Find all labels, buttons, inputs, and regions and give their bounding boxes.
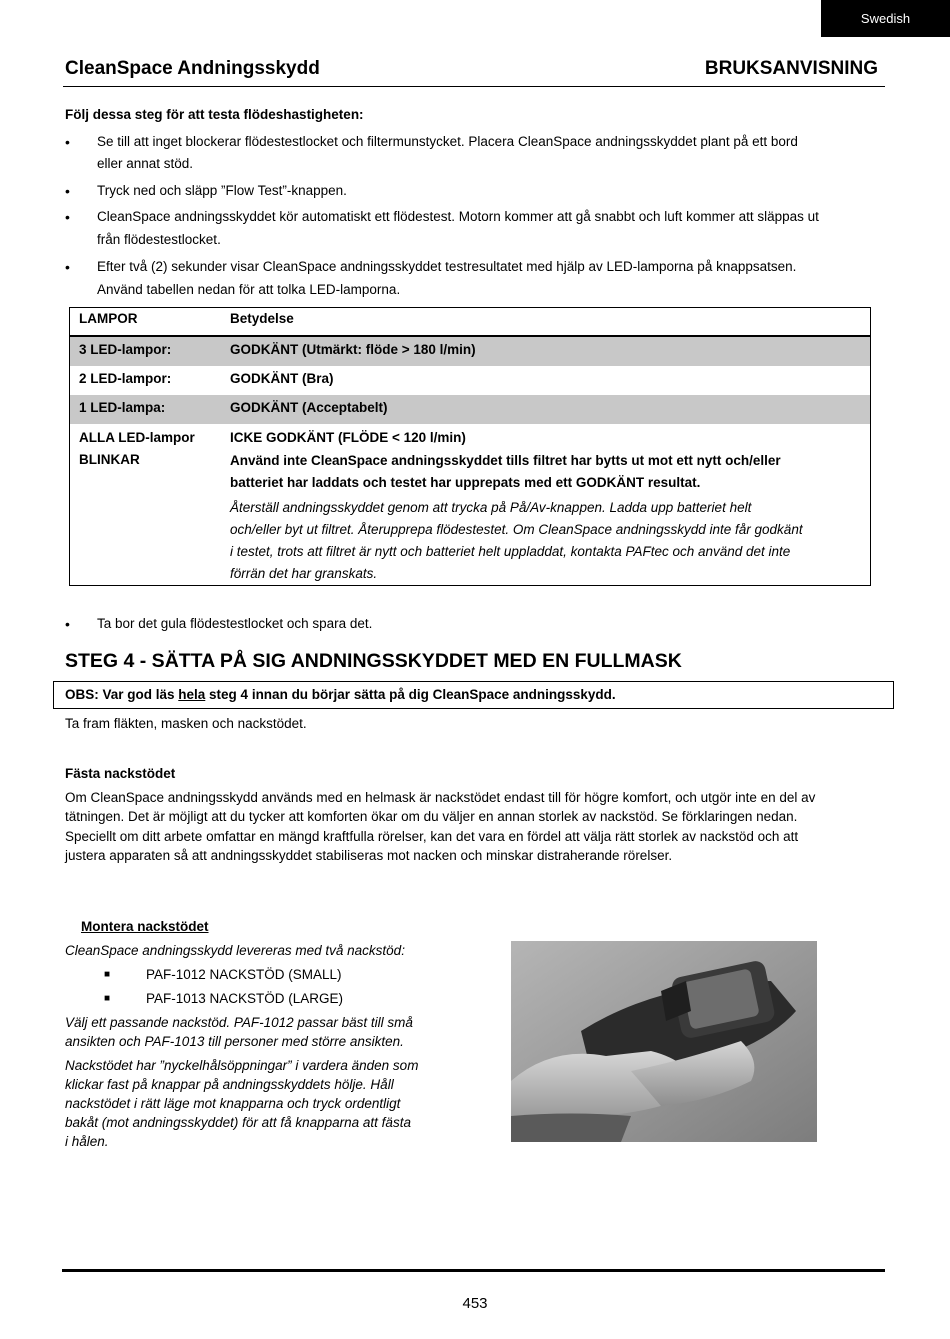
keyhole-line-4: bakåt (mot andningsskyddet) för att få knapparna att fästa (65, 1115, 411, 1130)
neck-line-4: justera apparaten så att andningsskyddet stabiliseras mot nacken och minskar distraherande rörelser. (65, 848, 673, 863)
step-2-line-1: Tryck ned och släpp ”Flow Test”-knappen. (97, 183, 347, 198)
mount-heading: Montera nackstödet (81, 919, 209, 934)
neck-line-3: Speciellt om ditt arbete omfattar en mängd kraftfulla rörelser, kan det vara en fördel att välja rätt storlek av nackstöd och att (65, 829, 799, 844)
fail-italic-line-4: förrän det har granskats. (230, 566, 378, 581)
fail-italic-line-1: Återställ andningsskyddet genom att trycka på På/Av-knappen. Ladda upp batteriet helt (230, 500, 752, 515)
table-row (69, 395, 871, 424)
led-table (69, 307, 871, 585)
table-header-row (69, 307, 871, 336)
remove-cap-text: Ta bor det gula flödestestlocket och spara det. (97, 616, 373, 631)
step-4-line-2: Använd tabellen nedan för att tolka LED-lamporna. (97, 282, 401, 297)
fail-bold-line-2: batteriet har laddats och testet har upprepats med ett GODKÄNT resultat. (230, 475, 701, 490)
choose-line-2: ansikten och PAF-1013 till personer med större ansikten. (65, 1034, 404, 1049)
step-1-line-2: eller annat stöd. (97, 156, 194, 171)
table-cell-meaning: GODKÄNT (Utmärkt: flöde > 180 l/min) (220, 336, 871, 366)
intro-text: Följ dessa steg för att testa flödeshastigheten: (65, 107, 364, 122)
neck-line-2: tätningen. Det är möjligt att du tycker att komforten ökar om du väljer en annan storlek av nackstöd. Se förklaringen nedan. (65, 809, 798, 824)
choose-line-1: Välj ett passande nackstöd. PAF-1012 passar bäst till små (65, 1015, 413, 1030)
table-row (69, 336, 871, 366)
bullet: • (65, 183, 70, 199)
header-doc-type: BRUKSANVISNING (704, 58, 878, 79)
language-tab: Swedish (821, 0, 950, 37)
table-cell-meaning (220, 424, 871, 585)
table-cell-lamps: 3 LED-lampor: (69, 336, 220, 366)
step-4-line-1: Efter två (2) sekunder visar CleanSpace andningsskyddet testresultatet med hjälp av LED-lamporna på knappsatsen. (97, 259, 797, 274)
header-rule (63, 86, 885, 87)
neck-item-large: PAF-1013 NACKSTÖD (LARGE) (146, 991, 344, 1006)
bullet: • (65, 259, 70, 275)
neck-line-1: Om CleanSpace andningsskydd används med en helmask är nackstödet endast till för högre komfort, och utgör inte en del av (65, 790, 816, 805)
keyhole-line-1: Nackstödet har ”nyckelhålsöppningar” i vardera änden som (65, 1058, 419, 1073)
neck-item-small: PAF-1012 NACKSTÖD (SMALL) (146, 967, 342, 982)
obs-text-pre: OBS: Var god läs (65, 687, 179, 702)
header-title: CleanSpace Andningsskydd (65, 58, 320, 79)
table-cell-meaning: GODKÄNT (Acceptabelt) (220, 395, 871, 424)
keyhole-line-3: nackstödet i rätt läge mot knapparna och tryck ordentligt (65, 1096, 401, 1111)
list-square-bullet: ■ (104, 993, 111, 1004)
step-3-line-2: från flödestestlocket. (97, 232, 221, 247)
table-cell-lamps: 1 LED-lampa: (69, 395, 220, 424)
table-row (69, 366, 871, 395)
take-out-text: Ta fram fläkten, masken och nackstödet. (65, 716, 307, 731)
list-square-bullet: ■ (104, 969, 111, 980)
step-3-line-1: CleanSpace andningsskyddet kör automatiskt ett flödestest. Motorn kommer att gå snabbt och luft kommer att släppas ut (97, 209, 819, 224)
table-cell-meaning: GODKÄNT (Bra) (230, 371, 334, 386)
respirator-photo (511, 941, 817, 1142)
bullet: • (65, 616, 70, 632)
bullet: • (65, 209, 70, 225)
bullet: • (65, 134, 70, 150)
photo-illustration (511, 941, 817, 1142)
fail-italic-line-2: och/eller byt ut filtret. Återupprepa flödestestet. Om CleanSpace andningsskydd inte får godkänt (230, 522, 803, 537)
obs-text-post: steg 4 innan du börjar sätta på dig CleanSpace andningsskydd. (205, 687, 616, 702)
table-row-fail (69, 424, 871, 585)
mount-delivered: CleanSpace andningsskydd levereras med två nackstöd: (65, 943, 405, 958)
page-number: 453 (462, 1295, 488, 1312)
keyhole-line-2: klickar fast på knappar på andningsskyddets hölje. Håll (65, 1077, 394, 1092)
table-header-lamps: LAMPOR (69, 307, 220, 336)
step-1-line-1: Se till att inget blockerar flödestestlocket och filtermunstycket. Placera CleanSpace andningsskyddet plant på ett bord (97, 134, 798, 149)
section-heading: STEG 4 - SÄTTA PÅ SIG ANDNINGSSKYDDET MED EN FULLMASK (65, 650, 682, 672)
obs-text-emphasis: hela (178, 687, 206, 702)
fail-lamps-line-2: BLINKAR (79, 452, 140, 467)
fail-title: ICKE GODKÄNT (FLÖDE < 120 l/min) (230, 430, 466, 445)
table-cell-lamps (69, 424, 220, 585)
table-header-meaning: Betydelse (220, 307, 871, 336)
footer-rule (62, 1269, 885, 1272)
obs-notice (53, 681, 894, 709)
table-cell-lamps: 2 LED-lampor: (79, 371, 172, 386)
neck-heading: Fästa nackstödet (65, 766, 176, 781)
fail-lamps-line-1: ALLA LED-lampor (79, 430, 195, 445)
fail-italic-line-3: i testet, trots att filtret är nytt och batteriet helt uppladdat, kontakta PAFtec och använd det inte (230, 544, 791, 559)
keyhole-line-5: i hålen. (65, 1134, 109, 1149)
fail-bold-line-1: Använd inte CleanSpace andningsskyddet tills filtret har bytts ut mot ett nytt och/eller (230, 453, 781, 468)
